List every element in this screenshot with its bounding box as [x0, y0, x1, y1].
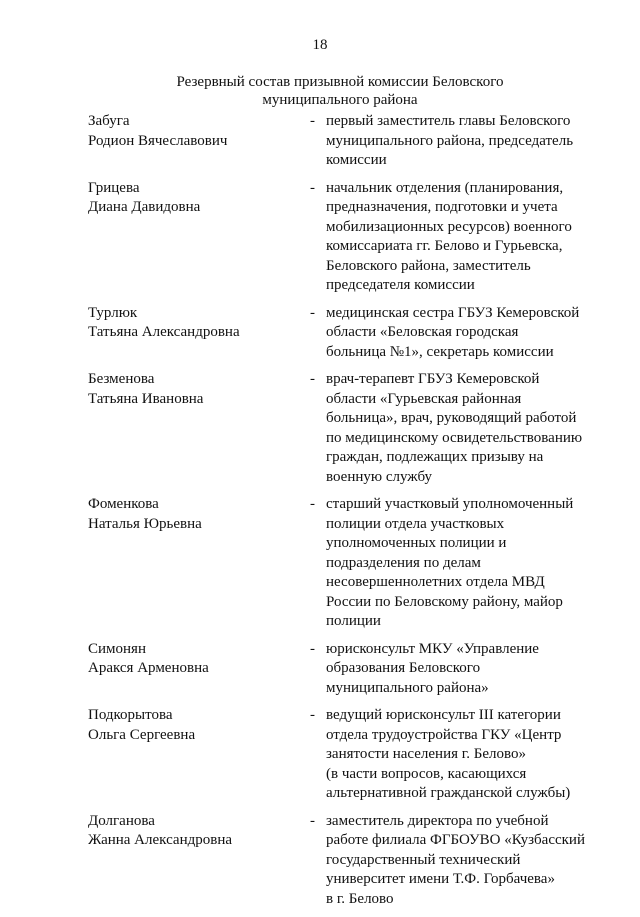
- member-dash: -: [310, 113, 315, 129]
- member-role-line: (в части вопросов, касающихся: [326, 765, 527, 782]
- member-entry: [88, 706, 608, 804]
- member-name: [88, 812, 298, 851]
- member-role-line: полиции отдела участковых: [326, 515, 505, 532]
- member-role: [326, 640, 608, 699]
- member-given: Татьяна Ивановна: [88, 390, 204, 407]
- member-role-line: комиссариата гг. Белово и Гурьевска,: [326, 238, 563, 254]
- member-surname: Турлюк: [88, 304, 138, 321]
- member-entry: [88, 812, 608, 910]
- member-role: [326, 812, 608, 910]
- member-role-line: старший участковый уполномоченный: [326, 496, 574, 512]
- member-dash: -: [310, 812, 315, 829]
- member-name: [88, 179, 298, 218]
- page-number: 18: [312, 37, 328, 53]
- member-role-line: муниципального района»: [326, 679, 489, 696]
- member-given: Диана Давидовна: [88, 199, 201, 215]
- member-role-line: заместитель директора по учебной: [326, 812, 549, 829]
- member-role: [326, 179, 608, 296]
- member-given: Ольга Сергеевна: [88, 726, 196, 743]
- member-entry: [88, 495, 608, 632]
- member-surname: Фоменкова: [88, 496, 159, 512]
- member-name: [88, 304, 298, 343]
- member-surname: Безменова: [88, 371, 155, 387]
- member-surname: Грицева: [88, 179, 140, 196]
- member-dash: -: [310, 640, 315, 657]
- member-role-line: альтернативной гражданской службы): [326, 785, 571, 801]
- member-role-line: полиции: [326, 613, 381, 629]
- member-name: [88, 370, 298, 409]
- member-role-line: медицинская сестра ГБУЗ Кемеровской: [326, 304, 580, 321]
- member-dash: -: [310, 496, 315, 512]
- member-given: Родион Вячеславович: [88, 132, 228, 149]
- member-role-line: муниципального района, председатель: [326, 132, 574, 149]
- member-name: [88, 640, 298, 679]
- member-role-line: предназначения, подготовки и учета: [326, 199, 558, 215]
- member-role-line: больница», врач, руководящий работой: [326, 410, 577, 426]
- member-given: Жанна Александровна: [88, 832, 233, 848]
- member-role-line: военную службу: [326, 468, 433, 485]
- member-surname: Забуга: [88, 113, 130, 129]
- member-role-line: подразделения по делам: [326, 554, 481, 571]
- member-role-line: уполномоченных полиции и: [326, 535, 507, 551]
- member-surname: Подкорытова: [88, 707, 173, 723]
- member-role: [326, 706, 608, 804]
- member-entry: [88, 179, 608, 296]
- page-title-line-1: Резервный состав призывной комиссии Беловского: [176, 74, 504, 90]
- member-role-line: Беловского района, заместитель: [326, 257, 531, 274]
- member-role-line: области «Гурьевская районная: [326, 390, 522, 407]
- member-role-line: работе филиала ФГБОУВО «Кузбасский: [326, 832, 585, 848]
- member-entry: [88, 304, 608, 363]
- member-name: [88, 495, 298, 534]
- member-role: [326, 495, 608, 632]
- member-role: [326, 304, 608, 363]
- member-dash: -: [310, 304, 315, 321]
- member-role-line: занятости населения г. Белово»: [326, 746, 526, 762]
- member-surname: Долганова: [88, 812, 155, 829]
- member-role-line: врач-терапевт ГБУЗ Кемеровской: [326, 371, 540, 387]
- member-given: Наталья Юрьевна: [88, 515, 202, 532]
- member-role: [326, 112, 608, 171]
- member-role-line: ведущий юрисконсульт III категории: [326, 707, 561, 723]
- member-role-line: начальник отделения (планирования,: [326, 179, 564, 196]
- member-entry: [88, 640, 608, 699]
- member-role-line: несовершеннолетних отдела МВД: [326, 574, 545, 590]
- member-given: Татьяна Александровна: [88, 324, 240, 340]
- page-title-line-2: муниципального района: [262, 92, 418, 108]
- member-surname: Симонян: [88, 640, 146, 657]
- member-name: [88, 706, 298, 745]
- member-role-line: по медицинскому освидетельствованию: [326, 429, 583, 446]
- page-title: [140, 73, 540, 109]
- members-list: [88, 112, 608, 917]
- member-name: [88, 112, 298, 151]
- member-role-line: комиссии: [326, 152, 387, 168]
- member-role-line: мобилизационных ресурсов) военного: [326, 218, 572, 235]
- member-role-line: России по Беловскому району, майор: [326, 593, 563, 610]
- member-given: Аракся Арменовна: [88, 660, 209, 676]
- member-entry: [88, 112, 608, 171]
- member-role-line: юрисконсульт МКУ «Управление: [326, 640, 539, 657]
- member-role-line: отдела трудоустройства ГКУ «Центр: [326, 726, 562, 743]
- member-dash: -: [310, 179, 315, 196]
- member-role-line: области «Беловская городская: [326, 324, 519, 340]
- member-role-line: государственный технический: [326, 851, 521, 868]
- member-role: [326, 370, 608, 487]
- member-dash: -: [310, 371, 315, 387]
- member-role-line: образования Беловского: [326, 660, 481, 676]
- member-role-line: университет имени Т.Ф. Горбачева»: [326, 871, 555, 887]
- member-role-line: первый заместитель главы Беловского: [326, 113, 571, 129]
- member-role-line: в г. Белово: [326, 890, 394, 907]
- member-entry: [88, 370, 608, 487]
- member-role-line: больница №1», секретарь комиссии: [326, 343, 554, 360]
- member-role-line: председателя комиссии: [326, 277, 475, 293]
- member-dash: -: [310, 707, 315, 723]
- member-role-line: граждан, подлежащих призыву на: [326, 449, 544, 465]
